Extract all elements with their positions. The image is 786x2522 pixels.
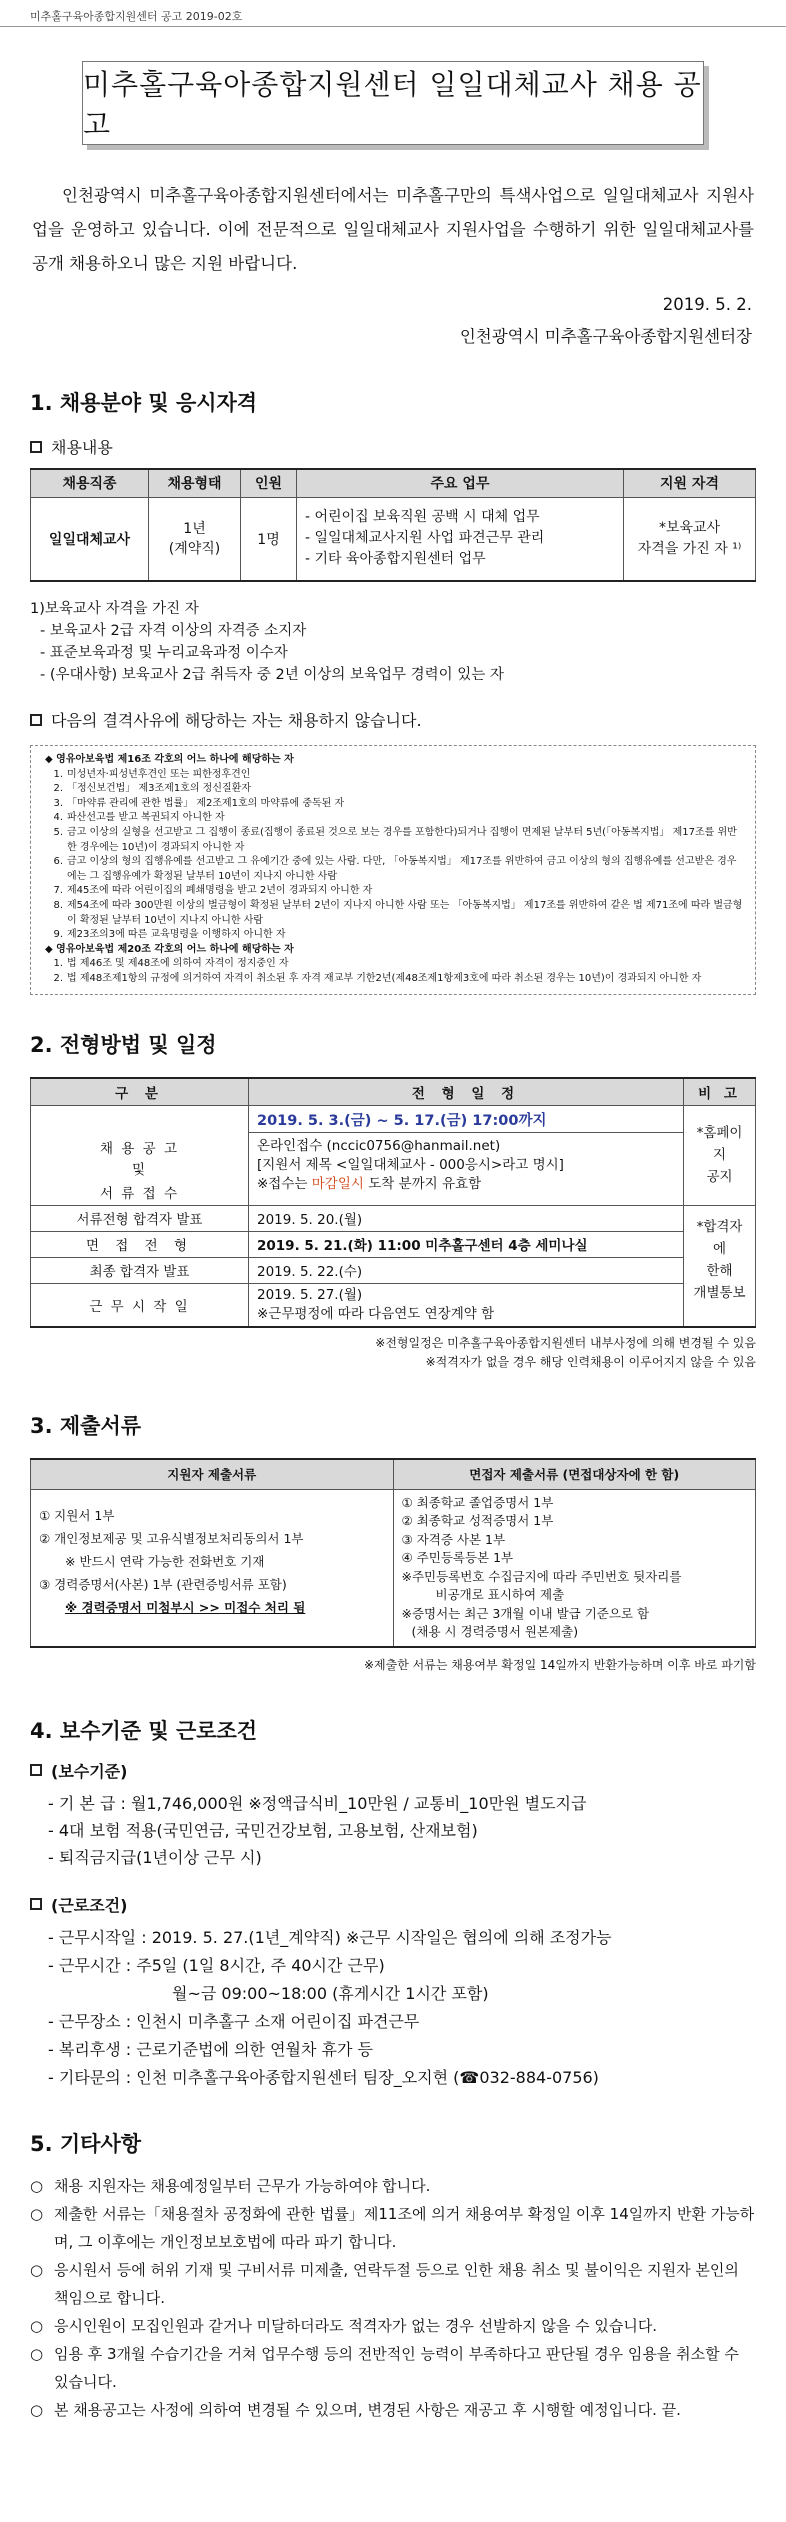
circle-bullet-icon: ○ (30, 2260, 44, 2279)
disq-intro-text: 다음의 결격사유에 해당하는 자는 채용하지 않습니다. (51, 711, 422, 730)
duty-item: - 기타 육아종합지원센터 업무 (305, 551, 486, 568)
note-line: 한해 (706, 1262, 733, 1279)
other-item (30, 2312, 756, 2340)
note-line: - 보육교사 2급 자격 이상의 자격증 소지자 (40, 623, 307, 639)
col-header: 지원자 제출서류 (31, 1459, 394, 1489)
item-text: 「마약류 관리에 관한 법률」 제2조제1호의 마약류에 중독된 자 (67, 797, 345, 809)
row-value: 2019. 5. 22.(수) (249, 1257, 684, 1283)
item-number: 5. (53, 826, 63, 838)
table-header-row (31, 469, 756, 497)
note-line: *합격자에 (696, 1218, 743, 1257)
item-text: 제54조에 따라 300만원 이상의 벌금형이 확정된 날부터 2년이 지나지 아니한 사람 또는 「아동복지법」 제17조를 위반하여 같은 법 제71조에 따라 벌금형이 확정된 날부터 10년이 지나지 아니한 사람 (67, 899, 743, 926)
intro-text: 인천광역시 미추홀구육아종합지원센터에서는 미추홀구만의 특색사업으로 일일대체교사 지원사업을 운영하고 있습니다. 이에 전문적으로 일일대체교사 지원사업을 수행하기 위한 일일대체교사를 공개 채용하오니 많은 지원 바랍니다. (32, 186, 754, 273)
col-header: 주요 업무 (297, 469, 624, 497)
other-item-text: 본 채용공고는 사정에 의하여 변경될 수 있으며, 변경된 사항은 재공고 후 시행할 예정입니다. 끝. (54, 2400, 681, 2419)
note-cell (684, 1205, 756, 1327)
section-2-title: 2. 전형방법 및 일정 (30, 1032, 217, 1057)
recruit-table (30, 468, 756, 582)
qual-line: 자격을 가진 자 ¹⁾ (637, 540, 742, 557)
checkbox-bullet-icon (30, 1764, 42, 1776)
other-item (30, 2256, 756, 2312)
circle-bullet-icon: ○ (30, 2204, 44, 2223)
note-line: 개별통보 (693, 1284, 746, 1301)
value-line: ※근무평정에 따라 다음연도 연장계약 함 (257, 1305, 495, 1322)
condition-item: - 복리후생 : 근로기준법에 의한 연월차 휴가 등 (48, 2039, 373, 2059)
doc-item: ※ 반드시 연락 가능한 전화번호 기재 (65, 1553, 265, 1569)
other-item (30, 2172, 756, 2200)
value-line: 2019. 5. 27.(월) (257, 1286, 363, 1303)
condition-item: 월~금 09:00~18:00 (휴게시간 1시간 포함) (172, 1983, 489, 2003)
table-row (31, 1205, 756, 1231)
pay-item: - 4대 보험 적용(국민연금, 국민건강보험, 고용보험, 산재보험) (48, 1820, 478, 1840)
disq-item (45, 768, 745, 783)
item-number: 6. (53, 856, 63, 868)
row-label: 면 접 전 형 (31, 1231, 249, 1257)
col-header: 비 고 (684, 1078, 756, 1106)
col-header: 채용직종 (31, 469, 149, 497)
circle-bullet-icon: ○ (30, 2344, 44, 2363)
sub-label: (보수기준) (51, 1761, 128, 1781)
item-number: 4. (53, 812, 63, 824)
note-line: - (우대사항) 보육교사 2급 취득자 중 2년 이상의 보육업무 경력이 있는 자 (40, 667, 504, 683)
conditions-subtitle (30, 1893, 756, 1916)
other-item (30, 2200, 756, 2256)
other-item-text: 임용 후 3개월 수습기간을 거쳐 업무수행 등의 전반적인 능력이 부족하다고 판단될 경우 임용을 취소할 수 있습니다. (54, 2344, 739, 2391)
value-line: [지원서 제목 <일일대체교사 - 000응시>라고 명시] (257, 1157, 564, 1173)
item-text: 파산선고를 받고 복권되지 아니한 자 (67, 812, 225, 824)
section-1-title: 1. 채용분야 및 응시자격 (30, 391, 258, 415)
label-line: 및 (131, 1161, 148, 1178)
schedule-footnotes (30, 1334, 756, 1372)
row-label: 서류전형 합격자 발표 (31, 1205, 249, 1231)
interviewee-docs (393, 1489, 756, 1647)
circle-bullet-icon: ○ (30, 2176, 44, 2195)
doc-item: ② 최종학교 성적증명서 1부 (401, 1513, 554, 1528)
disq-item (45, 899, 745, 928)
note-line: - 표준보육과정 및 누리교육과정 이수자 (40, 645, 288, 661)
disq-item (45, 884, 745, 899)
item-number: 1. (53, 958, 63, 970)
table-row (31, 1283, 756, 1327)
checkbox-bullet-icon (30, 1898, 42, 1910)
col-header: 채용형태 (149, 469, 241, 497)
item-text: 「정신보건법」 제3조제1호의 정신질환자 (67, 783, 251, 795)
item-text: 제23조의3에 따른 교육명령을 이행하지 아니한 자 (67, 929, 286, 941)
item-text: 미성년자·피성년후견인 또는 피한정후견인 (67, 768, 251, 780)
section-1-subtitle (30, 435, 756, 458)
section-4-title: 4. 보수기준 및 근로조건 (30, 1718, 258, 1743)
item-text: 금고 이상의 실형을 선고받고 그 집행이 종료(집행이 종료된 것으로 보는 경우를 포함한다)되거나 집행이 면제된 날부터 5년(「아동복지법」 제17조를 위반한 경우에는 10년)이 경과되지 아니한 자 (67, 826, 737, 853)
pay-item: - 기 본 급 : 월1,746,000원 ※정액급식비_10만원 / 교통비_10만원 별도지급 (48, 1793, 587, 1813)
section-3-title: 3. 제출서류 (30, 1414, 142, 1438)
disqualification-intro (30, 708, 756, 731)
disq-heading: ◆ 영유아보육법 제20조 각호의 어느 하나에 해당하는 자 (45, 943, 294, 955)
item-number: 9. (53, 929, 63, 941)
type-cell (149, 497, 241, 581)
col-header: 인원 (241, 469, 297, 497)
item-number: 2. (53, 783, 63, 795)
table-row (31, 1231, 756, 1257)
item-number: 1. (53, 768, 63, 780)
disq-item (45, 972, 745, 987)
other-item (30, 2340, 756, 2396)
documents-table (30, 1458, 756, 1648)
issuer: 인천광역시 미추홀구육아종합지원센터장 (459, 327, 752, 346)
table-row (31, 1257, 756, 1283)
value-part: 도착 분까지 유효함 (363, 1176, 482, 1192)
footnote: ※전형일정은 미추홀구육아종합지원센터 내부사정에 의해 변경될 수 있음 (375, 1336, 756, 1350)
documents-footnote: ※제출한 서류는 채용여부 확정일 14일까지 반환가능하며 이후 바로 파기함 (363, 1657, 756, 1672)
col-header: 면접자 제출서류 (면접대상자에 한 함) (393, 1459, 756, 1489)
job-cell: 일일대체교사 (31, 497, 149, 581)
circle-bullet-icon: ○ (30, 2316, 44, 2335)
condition-item: - 근무장소 : 인천시 미추홀구 소재 어린이집 파견근무 (48, 2011, 420, 2031)
checkbox-bullet-icon (30, 714, 42, 726)
doc-item: ③ 자격증 사본 1부 (401, 1531, 506, 1547)
type-line: 1년 (183, 520, 206, 537)
disq-item (45, 797, 745, 812)
item-number: 3. (53, 797, 63, 809)
item-text: 금고 이상의 형의 집행유예를 선고받고 그 유예기간 중에 있는 사람. 다만, 「아동복지법」 제17조를 위반하여 금고 이상의 형의 집행유예를 선고받은 경우에는 그 집행유예가 확정된 날부터 10년이 지나지 아니한 사람 (67, 856, 737, 882)
disq-list-2 (45, 957, 745, 986)
doc-item: ④ 주민등록등본 1부 (401, 1550, 514, 1565)
item-text: 법 제46조 및 제48조에 의하여 자격이 정지중인 자 (67, 958, 289, 970)
disq-heading: ◆ 영유아보육법 제16조 각호의 어느 하나에 해당하는 자 (45, 754, 294, 765)
doc-item: ※ 경력증명서 미첨부시 >> 미접수 처리 됨 (65, 1599, 306, 1615)
page-title: 미추홀구육아종합지원센터 일일대체교사 채용 공고 (82, 61, 704, 145)
note-line: 1)보육교사 자격을 가진 자 (30, 601, 199, 617)
item-text: 제45조에 따라 어린이집의 폐쇄명령을 받고 2년이 경과되지 아니한 자 (67, 885, 373, 897)
disq-item (45, 782, 745, 797)
circle-bullet-icon: ○ (30, 2400, 44, 2419)
note-line: 공지 (706, 1169, 733, 1186)
other-item-text: 응시원서 등에 허위 기재 및 구비서류 미제출, 연락두절 등으로 인한 채용 취소 및 불이익은 지원자 본인의 책임으로 합니다. (54, 2260, 739, 2307)
col-header: 구 분 (31, 1078, 249, 1106)
table-header-row (31, 1459, 756, 1489)
other-item-text: 채용 지원자는 채용예정일부터 근무가 가능하여야 합니다. (54, 2176, 431, 2195)
section-5-title: 5. 기타사항 (30, 2131, 142, 2156)
note-line: *홈페이지 (696, 1125, 743, 1164)
duty-item: - 일일대체교사지원 사업 파견근무 관리 (305, 530, 545, 547)
row-value (249, 1283, 684, 1327)
qual-cell (624, 497, 756, 581)
item-number: 2. (53, 972, 63, 984)
col-header: 전 형 일 정 (249, 1078, 684, 1106)
duties-cell (297, 497, 624, 581)
value-part: ※접수는 (257, 1176, 312, 1192)
header-divider (0, 26, 786, 27)
pay-item: - 퇴직금지급(1년이상 근무 시) (48, 1847, 262, 1867)
table-header-row (31, 1078, 756, 1106)
value-line: 온라인접수 (nccic0756@hanmail.net) (257, 1138, 501, 1154)
row-value (249, 1133, 684, 1206)
condition-item: - 근무시간 : 주5일 (1일 8시간, 주 40시간 근무) (48, 1955, 385, 1975)
row-value: 2019. 5. 20.(월) (249, 1205, 684, 1231)
schedule-table (30, 1077, 756, 1329)
col-header: 지원 자격 (624, 469, 756, 497)
disq-item (45, 811, 745, 826)
doc-item: ※주민등록번호 수집금지에 따라 주민번호 뒷자리를 (401, 1568, 682, 1584)
row-label (31, 1159, 249, 1206)
applicant-docs (31, 1489, 394, 1647)
doc-item: ※증명서는 최근 3개월 이내 발급 기준으로 함 (401, 1605, 650, 1621)
disqualification-box (30, 745, 756, 995)
row-label: 근 무 시 작 일 (31, 1283, 249, 1327)
disq-list-1 (45, 768, 745, 943)
doc-item: ① 최종학교 졸업증명서 1부 (401, 1494, 554, 1510)
disq-item (45, 928, 745, 943)
disq-item (45, 826, 745, 855)
footnote: ※적격자가 없을 경우 해당 인력채용이 이루어지지 않을 수 있음 (425, 1355, 756, 1369)
doc-header: 미추홀구육아종합지원센터 공고 2019-02호 (30, 10, 243, 23)
pay-list (30, 1790, 756, 1871)
table-row (31, 1489, 756, 1647)
intro (30, 179, 756, 281)
table-row (31, 497, 756, 581)
pay-subtitle (30, 1759, 756, 1782)
conditions-list (30, 1924, 756, 2092)
row-value: 2019. 5. 21.(화) 11:00 미추홀구센터 4층 세미나실 (249, 1231, 684, 1257)
value-highlight: 마감일시 (311, 1176, 364, 1192)
row-value: 2019. 5. 3.(금) ~ 5. 17.(금) 17:00까지 (249, 1106, 684, 1133)
count-cell: 1명 (241, 497, 297, 581)
row-label: 채 용 공 고 (31, 1106, 249, 1159)
qual-line: *보육교사 (658, 519, 721, 536)
condition-item: - 근무시작일 : 2019. 5. 27.(1년_계약직) ※근무 시작일은 협의에 의해 조정가능 (48, 1927, 612, 1947)
table-row (31, 1106, 756, 1133)
qualification-notes (30, 598, 756, 686)
note-cell (684, 1106, 756, 1206)
checkbox-bullet-icon (30, 441, 42, 453)
row-label: 최종 합격자 발표 (31, 1257, 249, 1283)
other-item (30, 2396, 756, 2424)
other-item-text: 응시인원이 모집인원과 같거나 미달하더라도 적격자가 없는 경우 선발하지 않을 수 있습니다. (54, 2316, 658, 2335)
duty-item: - 어린이집 보육직원 공백 시 대체 업무 (305, 509, 540, 526)
disq-item (45, 855, 745, 884)
item-number: 7. (53, 885, 63, 897)
doc-item: 비공개로 표시하여 제출 (435, 1587, 565, 1602)
disq-item (45, 957, 745, 972)
condition-item: - 기타문의 : 인천 미추홀구육아종합지원센터 팀장_오지현 (☎032-884-0756) (48, 2067, 599, 2087)
value-line (257, 1175, 675, 1194)
doc-item: ① 지원서 1부 (39, 1507, 115, 1523)
doc-item: ③ 경력증명서(사본) 1부 (관련증빙서류 포함) (39, 1576, 287, 1592)
item-text: 법 제48조제1항의 규정에 의거하여 자격이 취소된 후 자격 재교부 기한2년(제48조제1항제3호에 따라 취소된 경우는 10년)이 경과되지 아니한 자 (67, 972, 702, 984)
sub-label: (근로조건) (51, 1895, 128, 1915)
other-item-text: 제출한 서류는「채용절차 공정화에 관한 법률」제11조에 의거 채용여부 확정일 이후 14일까지 반환 가능하며, 그 이후에는 개인정보보호법에 따라 파기 합니다. (54, 2204, 755, 2251)
notice-date: 2019. 5. 2. (662, 295, 752, 314)
label-line: 서 류 접 수 (99, 1185, 180, 1202)
item-number: 8. (53, 899, 63, 911)
doc-item: ② 개인정보제공 및 고유식별정보처리동의서 1부 (39, 1530, 304, 1546)
sub-label: 채용내용 (51, 438, 113, 457)
other-items (30, 2172, 756, 2424)
doc-item: (채용 시 경력증명서 원본제출) (411, 1624, 579, 1639)
type-line: (계약직) (168, 540, 221, 557)
